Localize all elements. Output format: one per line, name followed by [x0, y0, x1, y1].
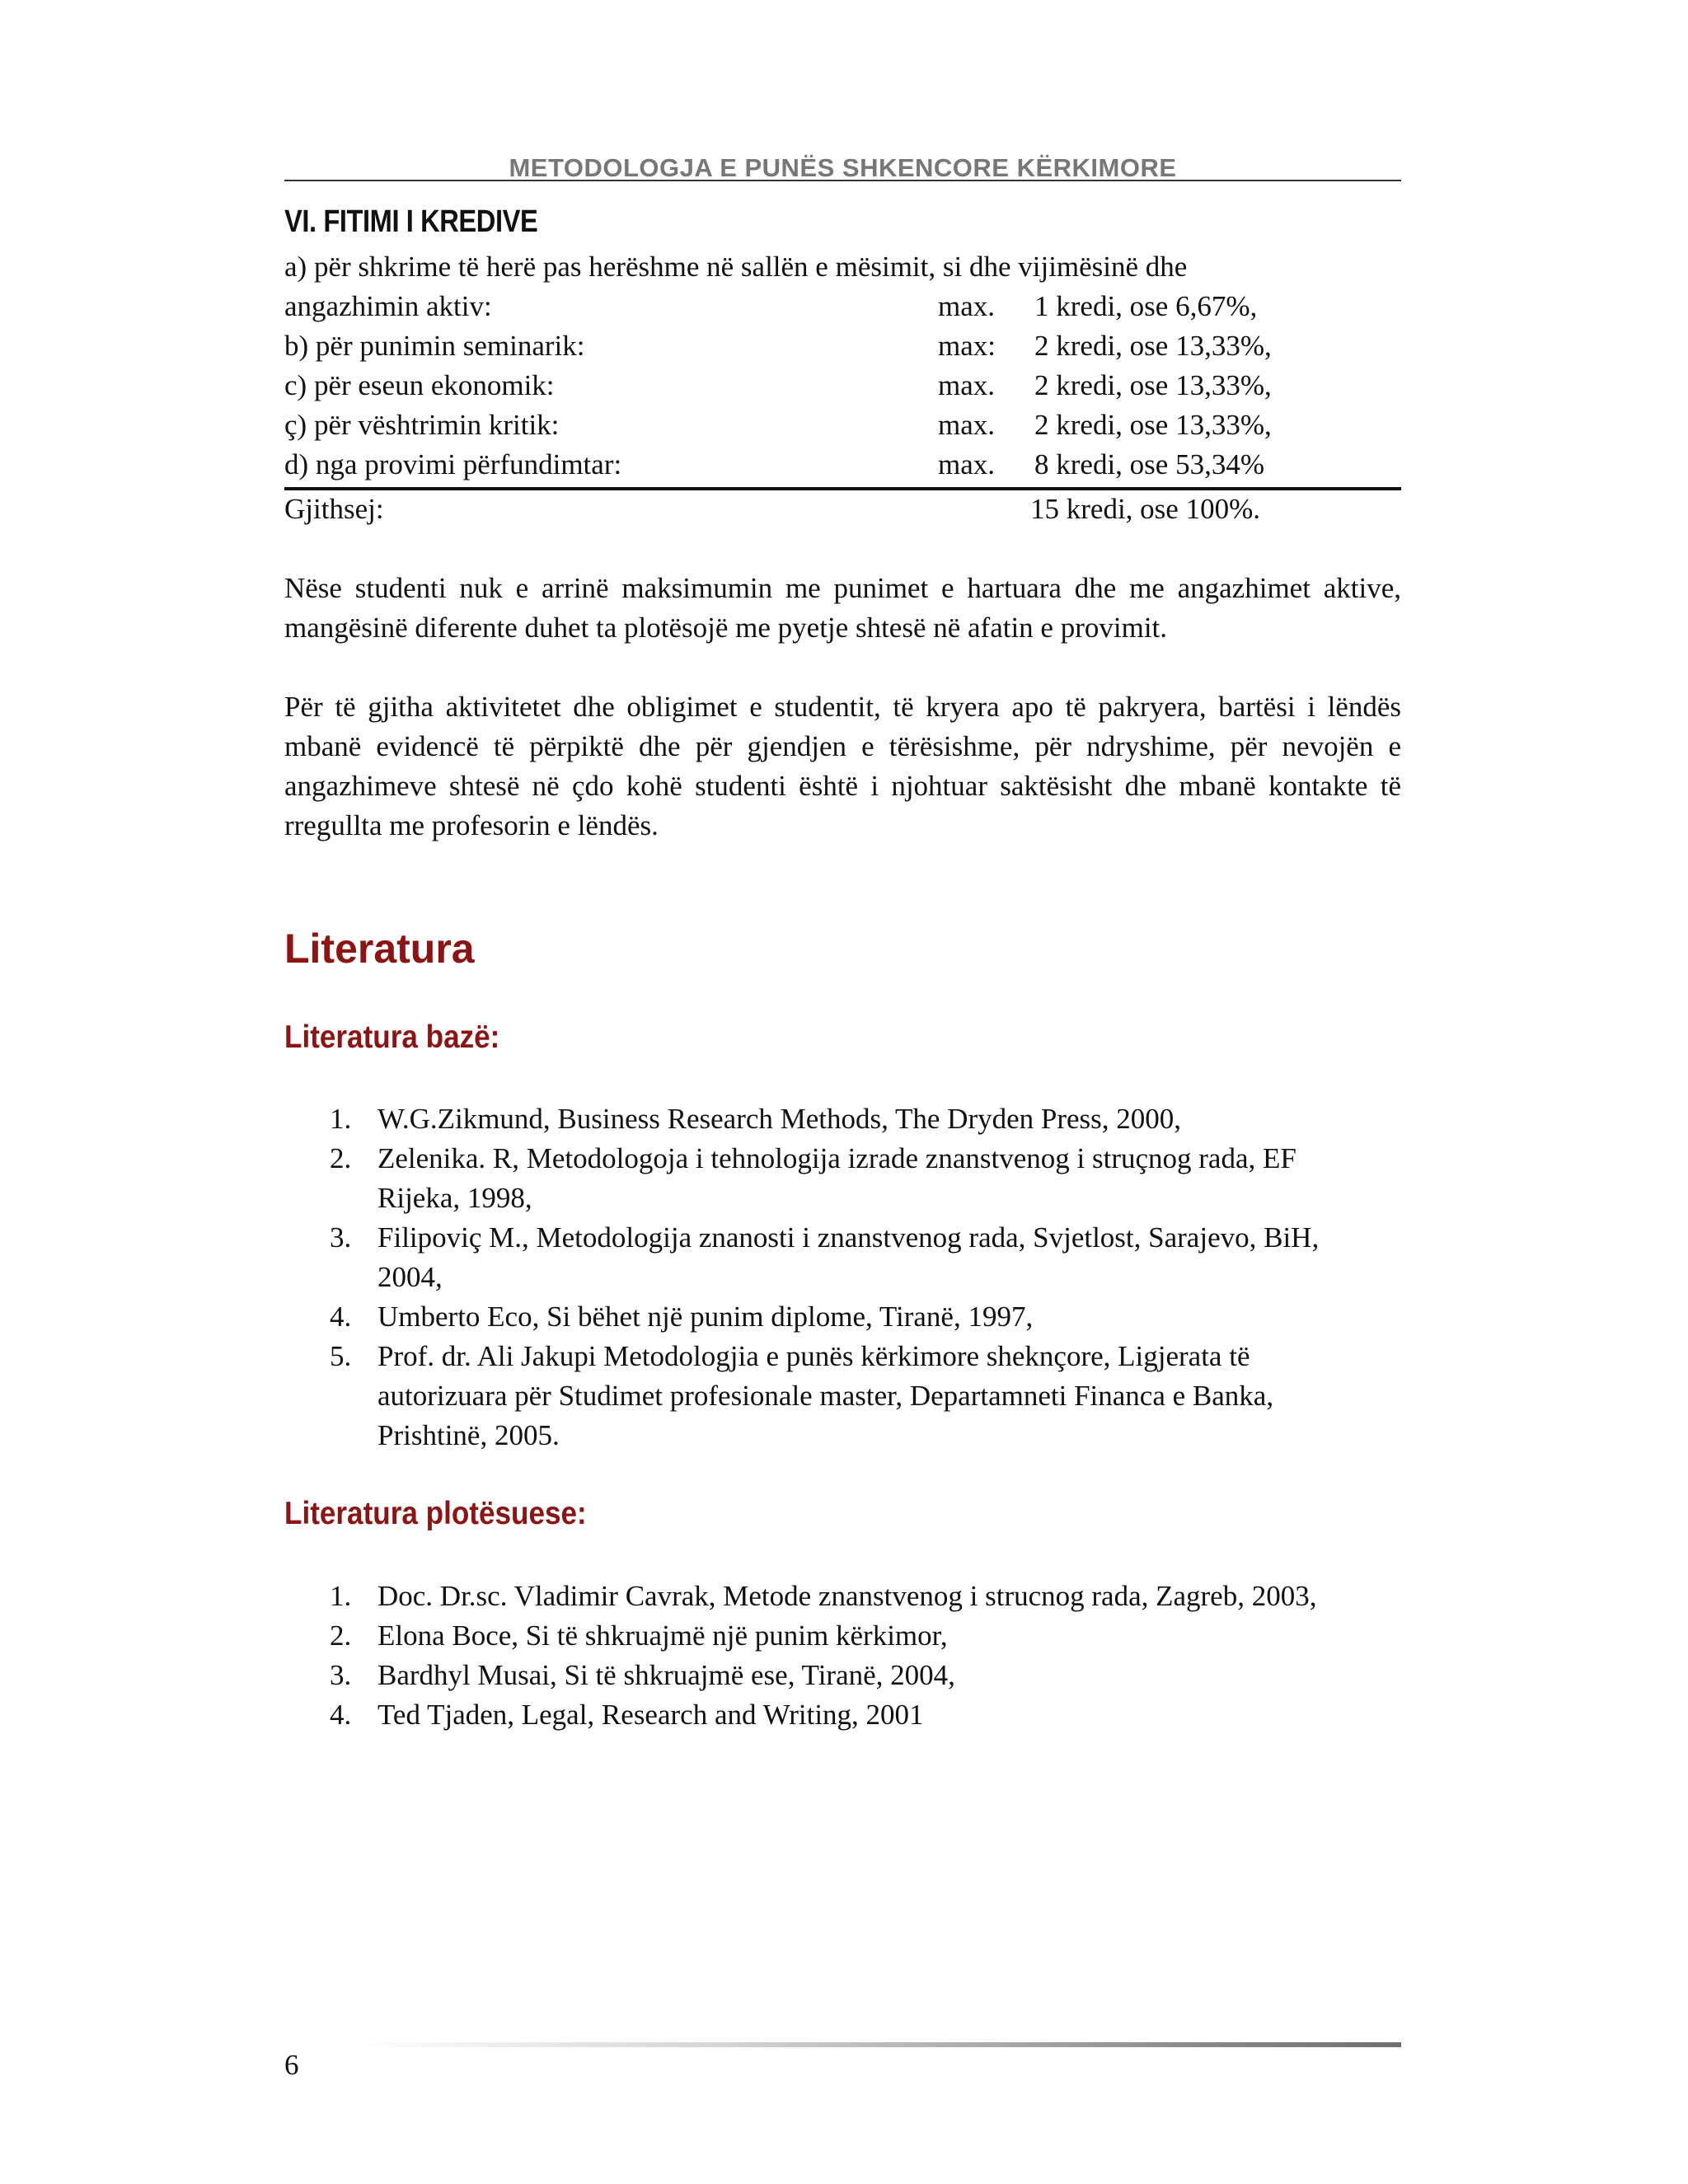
credit-max: max.: [938, 409, 996, 441]
list-item: [284, 1656, 1362, 1695]
list-item-text: Doc. Dr.sc. Vladimir Cavrak, Metode znanstvenog i strucnog rada, Zagreb, 2003,: [377, 1580, 1317, 1612]
list-item: [284, 1577, 1362, 1616]
list-item-text: Elona Boce, Si të shkruajmë një punim kërkimor,: [377, 1619, 948, 1652]
credit-row: [284, 445, 1401, 485]
credit-intro-text: a) për shkrime të herë pas herëshme në sallën e mësimit, si dhe vijimësinë dhe: [284, 251, 1188, 283]
list-item-number: 1.: [330, 1103, 352, 1135]
credit-label: angazhimin aktiv:: [284, 290, 492, 322]
list-item: [284, 1099, 1362, 1139]
credit-max: max:: [938, 330, 996, 362]
list-item: [284, 1139, 1362, 1218]
list-item-text: W.G.Zikmund, Business Research Methods, The Dryden Press, 2000,: [377, 1103, 1182, 1135]
literature-basic-list: [284, 1099, 1401, 1455]
literature-title: Literatura: [284, 926, 475, 972]
list-item-number: 4.: [330, 1301, 352, 1333]
credit-max: max.: [938, 290, 996, 322]
credit-max: max.: [938, 448, 996, 480]
header-rule: [284, 180, 1401, 181]
credit-row: [284, 326, 1401, 366]
credit-row: [284, 405, 1401, 445]
credit-max: max.: [938, 369, 996, 401]
credit-label: b) për punimin seminarik:: [284, 330, 585, 362]
running-header: METODOLOGJA E PUNËS SHKENCORE KËRKIMORE: [509, 153, 1177, 182]
list-item-number: 3.: [330, 1221, 352, 1254]
list-item-number: 2.: [330, 1619, 352, 1652]
credit-label: d) nga provimi përfundimtar:: [284, 448, 622, 480]
credit-label: ç) për vështrimin kritik:: [284, 409, 560, 441]
credit-row: [284, 366, 1401, 405]
list-item-text: Zelenika. R, Metodologoja i tehnologija izrade znanstvenog i struçnog rada, EF Rijeka, 1998,: [377, 1142, 1296, 1214]
credit-label: c) për eseun ekonomik:: [284, 369, 555, 401]
list-item-text: Ted Tjaden, Legal, Research and Writing, 2001: [377, 1699, 924, 1731]
credit-row: [284, 287, 1401, 326]
literature-basic-heading: Literatura bazë:: [284, 1019, 500, 1055]
credit-value: 2 kredi, ose 13,33%,: [1034, 369, 1272, 401]
list-item-number: 5.: [330, 1340, 352, 1372]
list-item-number: 1.: [330, 1580, 352, 1612]
paragraph: Nëse studenti nuk e arrinë maksimumin me punimet e hartuara dhe me angazhimet aktive, mangësinë diferente duhet ta plotësojë me pyetje shtesë në afatin e provimit.: [284, 572, 1401, 644]
literature-supplementary-list: [284, 1577, 1401, 1735]
credit-total-value: 15 kredi, ose 100%.: [1030, 493, 1260, 525]
credit-value: 8 kredi, ose 53,34%: [1034, 448, 1264, 480]
literature-supplementary-heading: Literatura plotësuese:: [284, 1496, 587, 1531]
paragraph: Për të gjitha aktivitetet dhe obligimet e studentit, të kryera apo të pakryera, bartësi i lëndës mbanë evidencë të përpiktë dhe për gjendjen e tërësishme, për ndryshime, për nevojën e angazhimeve shtesë në çdo kohë studenti është i njohtuar saktësisht dhe mbanë kontakte të rregullta me profesorin e lëndës.: [284, 691, 1401, 841]
credit-value: 1 kredi, ose 6,67%,: [1034, 290, 1258, 322]
list-item-number: 2.: [330, 1142, 352, 1174]
page-number: 6: [284, 2049, 299, 2081]
list-item-number: 4.: [330, 1699, 352, 1731]
list-item: [284, 1297, 1362, 1337]
list-item-text: Umberto Eco, Si bëhet një punim diplome, Tiranë, 1997,: [377, 1301, 1034, 1333]
credit-list: [284, 247, 1401, 485]
credit-value: 2 kredi, ose 13,33%,: [1034, 409, 1272, 441]
list-item-number: 3.: [330, 1659, 352, 1691]
list-item: [284, 1616, 1362, 1656]
list-item: [284, 1218, 1362, 1297]
list-item: [284, 1695, 1362, 1735]
list-item-text: Prof. dr. Ali Jakupi Metodologjia e punës kërkimore sheknçore, Ligjerata të autorizuara për Studimet profesionale master, Departamneti Financa e Banka, Prishtinë, 2005.: [377, 1340, 1274, 1451]
list-item-text: Filipoviç M., Metodologija znanosti i znanstvenog rada, Svjetlost, Sarajevo, BiH, 2004,: [377, 1221, 1320, 1293]
credit-total-row: [284, 490, 1401, 529]
credit-intro-line: [284, 247, 1401, 287]
section-heading-credits: VI. FITIMI I KREDIVE: [284, 204, 538, 239]
list-item: [284, 1337, 1362, 1455]
footer-rule: [354, 2042, 1401, 2047]
credit-total-label: Gjithsej:: [284, 493, 384, 525]
credit-value: 2 kredi, ose 13,33%,: [1034, 330, 1272, 362]
list-item-text: Bardhyl Musai, Si të shkruajmë ese, Tiranë, 2004,: [377, 1659, 955, 1691]
